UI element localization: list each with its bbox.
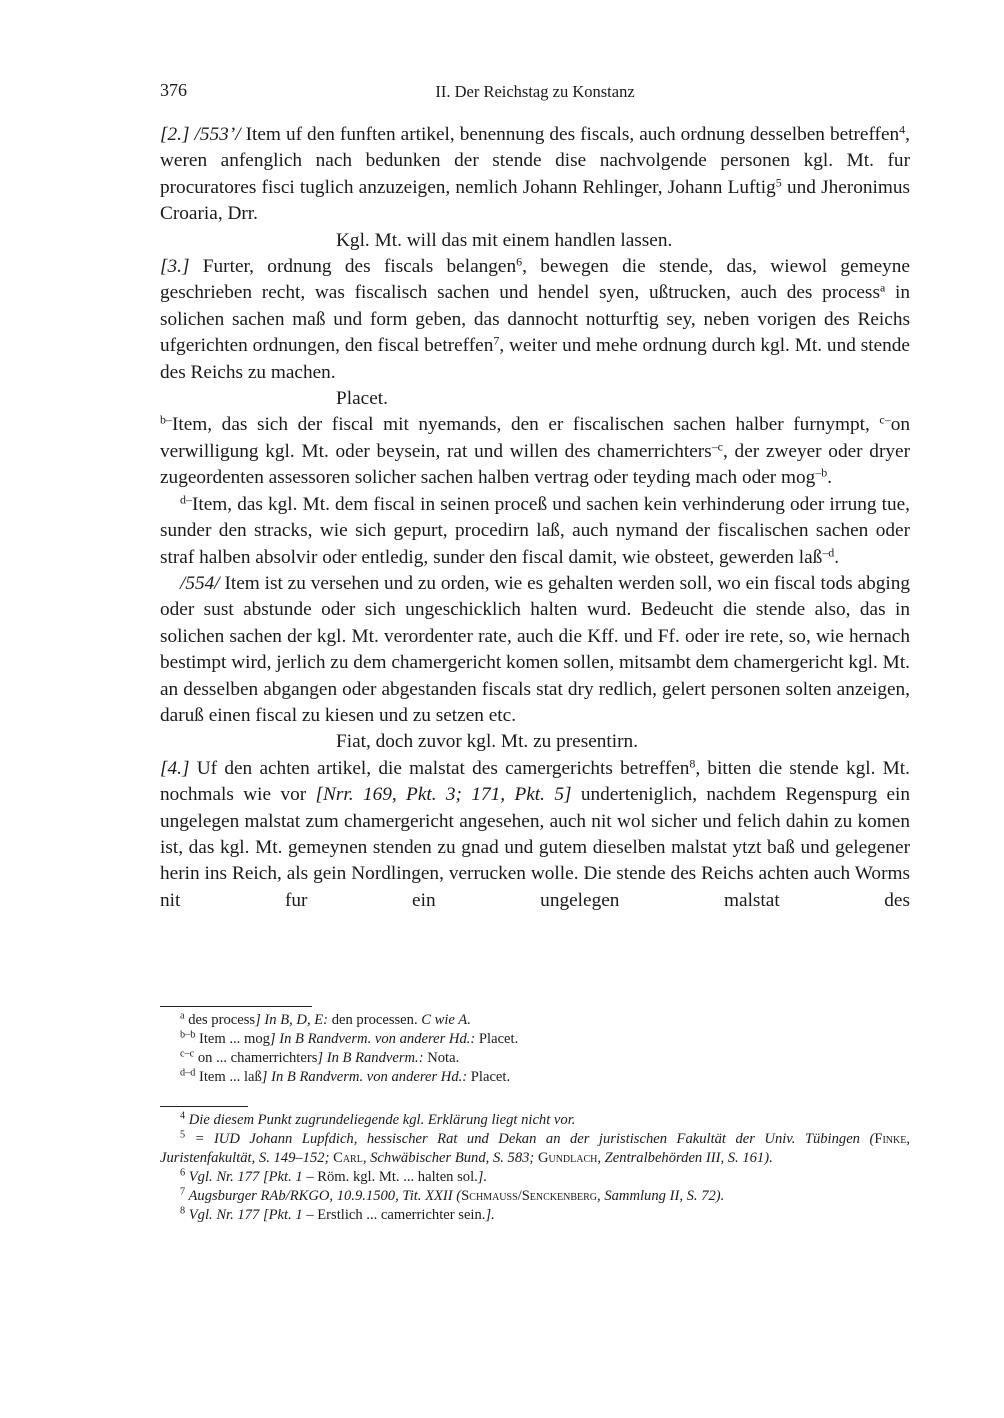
note-marker: a <box>879 280 886 295</box>
text-segment: Item uf den funften artikel, benennung des fiscals, auch ordnung desselben betreffen <box>240 124 900 145</box>
text-segment: Placet. <box>475 1031 519 1047</box>
text-segment: ] In B, D, E: <box>255 1012 329 1028</box>
text-segment: ]. <box>485 1207 495 1223</box>
critical-apparatus <box>160 1011 910 1087</box>
main-text <box>160 122 910 914</box>
text-segment: Gundlach <box>537 1150 598 1166</box>
paragraph <box>160 756 910 914</box>
note-marker: 6 <box>516 254 523 269</box>
running-title: II. Der Reichstag zu Konstanz <box>435 82 635 101</box>
text-segment: Kgl. Mt. will das mit einem handlen lassen. <box>336 229 673 251</box>
text-segment: Die diesem Punkt zugrundeliegende kgl. Erklärung liegt nicht vor. <box>185 1112 576 1128</box>
paragraph <box>160 254 910 386</box>
note <box>160 1111 910 1130</box>
note-marker: 7 <box>180 1186 186 1198</box>
note-marker: 8 <box>180 1205 186 1217</box>
text-segment: , der zweyer oder dryer zugeordenten assessoren solicher sachen halben vertrag oder teyding mach oder mog <box>160 440 910 489</box>
text-segment: und Jheronimus Croaria, Drr. <box>160 176 910 225</box>
text-segment: , Juristenfakultät, S. 149–152; <box>160 1131 910 1166</box>
text-segment: Item, das kgl. Mt. dem fiscal in seinen proceß und sachen kein verhinderung oder irrung tue, sunder den stracks, wie sich gepurt, procedirn laß, auch nymand der fiscalischen sachen oder straf halben absolvir oder entledig, sunder den fiscal damit, wie obsteet, gewerden laß <box>160 493 910 568</box>
text-segment: ]. <box>477 1169 488 1185</box>
text-segment: Vgl. Nr. 177 [Pkt. 1 – <box>185 1207 318 1223</box>
note-marker: 4 <box>180 1110 186 1122</box>
note <box>160 1068 910 1087</box>
text-segment: ] In B Randverm.: <box>317 1050 424 1066</box>
note-marker: a <box>180 1010 185 1022</box>
note-marker: d– <box>180 492 192 507</box>
text-segment: = IUD Johann Lupfdich, hessischer Rat und Dekan an der juristischen Fakultät der Univ. Tübingen ( <box>185 1131 875 1147</box>
text-segment: Item ist zu versehen und zu orden, wie es gehalten werden soll, wo ein fiscal tods abging oder sust abstunde oder sich ungeschicklich halten wurd. Bedeucht die stende also, das in solichen sachen der kgl. Mt. verordenter rate, auch die Kff. und Ff. oder ire rete, so, wie hernach bestimpt wird, jerlich zu dem chamergericht komen sollen, mitsambt dem chamergericht kgl. Mt. an desselben abgangen oder abgestanden fiscals stat dry redlich, gelert personen solten anzeigen, daruß einen fiscal zu kiesen und zu setzen etc. <box>160 572 910 726</box>
note-marker: d–d <box>180 1067 196 1079</box>
text-segment: den processen. <box>328 1012 422 1028</box>
note-marker: –b <box>815 465 828 480</box>
text-segment: on ... chamerrichters <box>194 1050 318 1066</box>
text-segment: , Zentralbehörden III, S. 161). <box>597 1150 773 1166</box>
text-segment: [2.] /553’/ <box>160 124 241 145</box>
text-segment: ] In B Randverm. von anderer Hd.: <box>261 1069 468 1085</box>
paragraph <box>160 492 910 571</box>
text-segment: Uf den achten artikel, die malstat des camergerichts betreffen <box>189 757 690 779</box>
text-segment: [Nrr. 169, Pkt. 3; 171, Pkt. 5] <box>315 784 572 806</box>
text-segment: , bitten die stende kgl. Mt. nochmals wie vor <box>160 757 910 806</box>
note-marker: b–b <box>180 1029 196 1041</box>
note <box>160 1187 910 1206</box>
note <box>160 1206 910 1225</box>
text-segment: , Sammlung II, S. 72). <box>597 1188 725 1204</box>
note-marker: b– <box>160 412 172 427</box>
text-segment: Röm. kgl. Mt. ... halten sol. <box>317 1169 478 1185</box>
text-segment: Item ... laß <box>195 1069 262 1085</box>
paragraph <box>160 412 910 491</box>
note-marker: c–c <box>180 1048 195 1060</box>
text-segment: . <box>827 467 833 489</box>
note-marker: 5 <box>775 175 782 190</box>
decision-line <box>160 228 910 254</box>
note-marker: –d <box>822 544 835 559</box>
text-segment: Augsburger RAb/RKGO, 10.9.1500, Tit. XXII ( <box>185 1188 462 1204</box>
note <box>160 1011 910 1030</box>
text-segment: Vgl. Nr. 177 [Pkt. 1 – <box>185 1169 318 1185</box>
note <box>160 1168 910 1187</box>
text-segment: Erstlich ... camerrichter sein. <box>317 1207 486 1223</box>
apparatus-rule <box>160 1006 312 1007</box>
text-segment: Carl <box>333 1150 363 1166</box>
note-marker: 5 <box>180 1129 186 1141</box>
paragraph <box>160 122 910 228</box>
note-marker: 7 <box>493 333 500 348</box>
page-number: 376 <box>160 80 187 100</box>
note <box>160 1130 910 1168</box>
decision-line <box>160 729 910 755</box>
text-segment: , Schwäbischer Bund, S. 583; <box>362 1150 538 1166</box>
text-segment: , bewegen die stende, das, wiewol gemeyne geschrieben recht, was fiscalisch sachen und hendel syen, ußtrucken, auch des process <box>160 256 910 304</box>
note-marker: c– <box>879 412 891 427</box>
text-segment: underteniglich, nachdem Regenspurg ein ungelegen malstat zum chamergericht angesehen, auch nit wol sicher und felich dahin zu komen ist, das kgl. Mt. gemeynen stenden zu gnad und gutem dieselben malstat ytzt baß und gelegener herin ins Reich, als gein Nordlingen, verrucken wolle. Die stende des Reichs achten auch Worms nit fur ein ungelegen malstat des <box>160 784 910 911</box>
text-segment: Placet. <box>467 1069 511 1085</box>
text-segment: Fiat, doch zuvor kgl. Mt. zu presentirn. <box>336 731 639 753</box>
text-segment: Schmauss/Senckenberg <box>461 1188 598 1204</box>
footnote-rule <box>160 1106 248 1107</box>
text-segment: on verwilligung kgl. Mt. oder beysein, rat und willen des chamerrichters <box>160 414 910 462</box>
text-segment: , weiter und mehe ordnung durch kgl. Mt. und stende des Reichs zu machen. <box>160 335 910 383</box>
text-segment: C wie A. <box>421 1012 471 1028</box>
text-segment: in solichen sachen maß und form geben, das dannocht notturftig sey, neben vorigen des Reichs ufgerichten ordnungen, den fiscal betreffen <box>160 282 910 357</box>
text-segment: Nota. <box>423 1050 460 1066</box>
note-marker: –c <box>711 439 723 454</box>
footnotes <box>160 1111 910 1225</box>
paragraph <box>160 571 910 729</box>
text-segment: [4.] <box>160 757 190 779</box>
text-segment: /554/ <box>180 572 220 594</box>
note <box>160 1030 910 1049</box>
note-marker: 4 <box>899 122 906 137</box>
text-segment: . <box>834 546 840 568</box>
text-segment: Item ... mog <box>195 1031 270 1047</box>
text-segment: des process <box>184 1012 256 1028</box>
text-segment: Placet. <box>336 388 388 410</box>
text-segment: Finke <box>874 1131 907 1147</box>
text-segment: [3.] <box>160 256 190 278</box>
decision-line <box>160 386 910 412</box>
note <box>160 1049 910 1068</box>
text-segment: Furter, ordnung des fiscals belangen <box>189 256 517 278</box>
text-segment: ] In B Randverm. von anderer Hd.: <box>269 1031 476 1047</box>
text-segment: , weren anfenglich nach bedunken der stende dise nachvolgende personen kgl. Mt. fur procuratores fisci tuglich anzuzeigen, nemlich Johann Rehlinger, Johann Luftig <box>160 124 910 198</box>
note-marker: 8 <box>689 756 696 771</box>
text-segment: Item, das sich der fiscal mit nyemands, den er fiscalischen sachen halber furnympt, <box>171 414 880 436</box>
note-marker: 6 <box>180 1167 186 1179</box>
running-header <box>160 80 910 106</box>
